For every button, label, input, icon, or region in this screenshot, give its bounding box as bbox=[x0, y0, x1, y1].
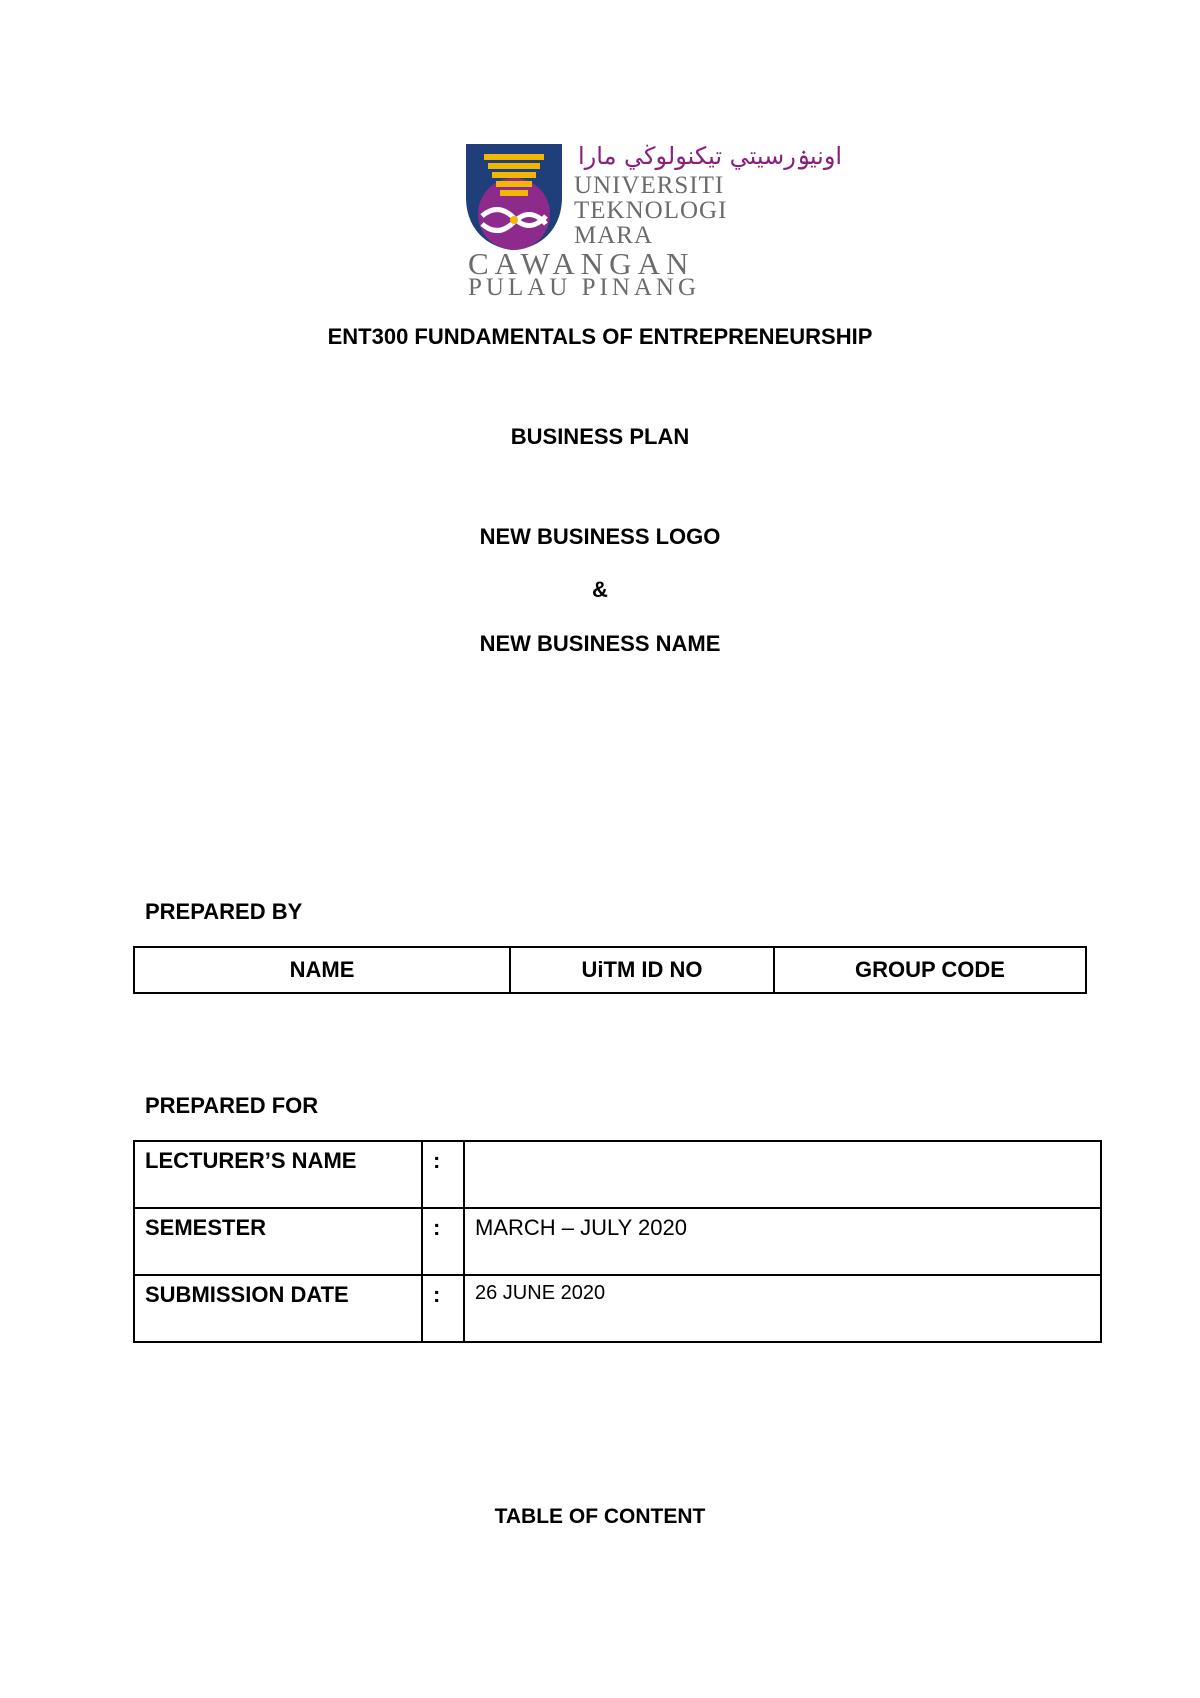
prepared-for-table bbox=[133, 1140, 1102, 1343]
table-row bbox=[134, 1141, 1101, 1208]
prepared-by-label: PREPARED BY bbox=[145, 899, 303, 924]
lecturer-name-value bbox=[464, 1141, 1101, 1208]
uitm-crest-icon bbox=[464, 142, 564, 252]
name-column-header: NAME bbox=[134, 947, 510, 993]
prepared-for-label: PREPARED FOR bbox=[145, 1093, 319, 1118]
logo-teknologi: TEKNOLOGI bbox=[574, 197, 728, 224]
group-code-column-header: GROUP CODE bbox=[774, 947, 1086, 993]
semester-label: SEMESTER bbox=[134, 1208, 422, 1275]
business-logo-placeholder: NEW BUSINESS LOGO bbox=[479, 524, 721, 549]
logo-universiti: UNIVERSITI bbox=[574, 172, 725, 199]
colon: : bbox=[422, 1208, 464, 1275]
document-type: BUSINESS PLAN bbox=[510, 424, 690, 449]
submission-date-label: SUBMISSION DATE bbox=[134, 1275, 422, 1342]
table-of-content-title: TABLE OF CONTENT bbox=[494, 1505, 706, 1528]
uitm-id-column-header: UiTM ID NO bbox=[510, 947, 774, 993]
lecturer-name-label: LECTURER’S NAME bbox=[134, 1141, 422, 1208]
ampersand: & bbox=[592, 577, 608, 602]
logo-jawi-text: اونيۏرسيتي تيكنولوڬي مارا bbox=[578, 142, 843, 170]
university-logo bbox=[464, 142, 843, 302]
logo-mara: MARA bbox=[574, 222, 654, 249]
course-title: ENT300 FUNDAMENTALS OF ENTREPRENEURSHIP bbox=[327, 324, 873, 349]
semester-value: MARCH – JULY 2020 bbox=[464, 1208, 1101, 1275]
logo-cawangan: CAWANGAN bbox=[468, 246, 695, 281]
business-name-placeholder: NEW BUSINESS NAME bbox=[479, 631, 721, 656]
logo-pulau-pinang: PULAU PINANG bbox=[468, 274, 701, 301]
table-row bbox=[134, 1208, 1101, 1275]
submission-date-value: 26 JUNE 2020 bbox=[464, 1275, 1101, 1342]
table-row bbox=[134, 1275, 1101, 1342]
colon: : bbox=[422, 1275, 464, 1342]
prepared-by-table bbox=[133, 946, 1087, 994]
colon: : bbox=[422, 1141, 464, 1208]
